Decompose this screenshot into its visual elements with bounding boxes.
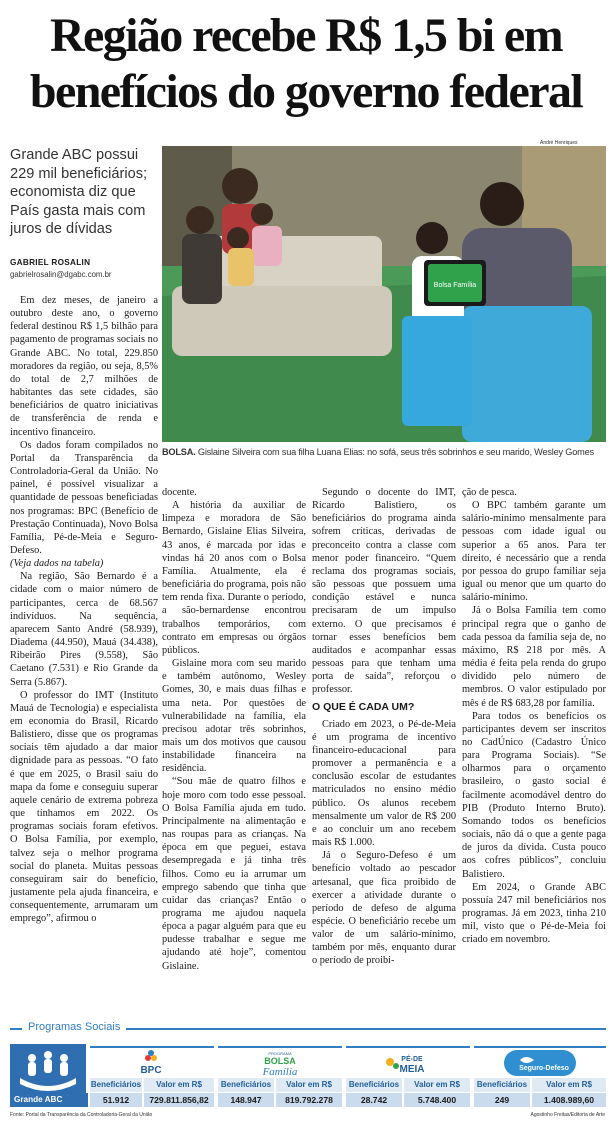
author-email: gabrielrosalin@dgabc.com.br	[10, 270, 112, 279]
phone-screen-text: Bolsa Família	[433, 282, 477, 289]
paragraph: O professor do IMT (Instituto Mauá de Tecnologia) e especialista em economia do Brasil, Ricardo Balistiero, disse que os programas sociais têm ajudado a dar maior dignidade para as pessoas. “O fato é que em 2025, o Brasil saiu do mapa da fome e conseguiu superar aquele cenário de extrema pobreza que tínhamos em 2022. Os programas sociais foram efetivos. O Bolsa Família, por exemplo, talvez seja o melhor programa social do planeta. Muitas pessoas conseguiram sair do benefício, justamente pela ajuda financeira, e consequentemente, arrumaram um emprego”, afirmou o	[10, 689, 158, 925]
bolsa-familia-logo	[218, 1048, 342, 1078]
article-column-2	[162, 486, 306, 973]
table-title: Programas Sociais	[22, 1021, 126, 1033]
subheading: O QUE É CADA UM?	[312, 700, 415, 713]
defeso-valor: 1.408.989,60	[532, 1093, 606, 1107]
programs-table	[10, 1044, 606, 1108]
meia-valor: 5.748.400	[404, 1093, 470, 1107]
paragraph: ção de pesca.	[462, 487, 517, 498]
headline-line-1: Região recebe R$ 1,5 bi em	[49, 9, 563, 62]
photo-illustration	[162, 146, 606, 442]
art-credit: Agostinho Freitas/Editoria de Arte	[530, 1112, 605, 1118]
bolsa-familia-logo-cell	[218, 1046, 342, 1076]
paragraph: A história da auxiliar de limpeza e moradora de São Bernardo, Gislaine Elias Silveira, 43 anos, é marcada por idas e vindas há 20 anos com o Bolsa Família. Atualmente, ela é beneficiária do programa, pois não tem renda fixa. Durante o período, a são-bernardense encontrou trabalhos temporários, com contrato em empresas ou órgãos públicos.	[162, 500, 306, 656]
table-source: Fonte: Portal da Transparência da Controladoria-Geral da União	[10, 1112, 153, 1118]
row-label: Grande ABC	[10, 1093, 88, 1107]
seguro-defeso-logo	[474, 1048, 606, 1078]
seguro-logo-text: Seguro-Defeso	[519, 1065, 569, 1072]
bolsa-logo-mid: BOLSA	[264, 1056, 296, 1066]
bolsa-beneficiarios: 148.947	[218, 1093, 274, 1107]
paragraph: docente.	[162, 487, 197, 498]
bpc-logo-cell	[90, 1046, 214, 1076]
byline: GABRIEL ROSALIN	[10, 258, 91, 267]
header-bpc-beneficiarios: Beneficiários	[90, 1078, 142, 1092]
bpc-logo	[90, 1048, 214, 1078]
bpc-valor: 729.811.856,82	[144, 1093, 214, 1107]
meia-beneficiarios: 28.742	[346, 1093, 402, 1107]
paragraph: Gislaine mora com seu marido e também autônomo, Wesley Gomes, 30, e mais duas filhas e uma neta. Por questões de vulnerabilidade na família, ela precisou adotar três sobrinhos, mais um dos motivos que causou instabilidade financeira na residência.	[162, 658, 306, 775]
article-column-3	[312, 486, 456, 968]
paragraph: Em dez meses, de janeiro a outubro deste ano, o governo federal destinou R$ 1,5 bilhão para pagamento de programas sociais no Grande ABC. No total, 229.850 moradores da região, ou seja, 8,5% do total de 2,7 milhões de habitantes das sete cidades, são beneficiários de quatro iniciativas de transferência de renda e incentivo financeiro.	[10, 295, 158, 438]
paragraph: Na região, São Bernardo é a cidade com o maior número de participantes, cerca de 68.567 indivíduos. Na sequência, aparecem Santo André (58.939), Diadema (44.950), Mauá (34.438), Ribeirão Pires (9.558), São Caetano (7.531) e Rio Grande da Serra (5.867).	[10, 571, 158, 688]
header-bpc-valor: Valor em R$	[144, 1078, 214, 1092]
paragraph: Já o Bolsa Família tem como principal regra que o ganho de cada pessoa da família seja de, no máximo, R$ 218 por mês. A média é feita pela renda do grupo dividido pelo número de membros. O valor estipulado por mês é de R$ 683,28 por família.	[462, 605, 606, 709]
header-bolsa-beneficiarios: Beneficiários	[218, 1078, 274, 1092]
paragraph: Criado em 2023, o Pé-de-Meia é um programa de incentivo financeiro-educacional para promover a permanência e a conclusão escolar de estudantes matriculados no ensino médio público. Os alunos recebem mensalmente um valor de R$ 200 e ao concluir um ano recebem mais R$ 1.000.	[312, 718, 456, 849]
article-photo	[162, 146, 606, 442]
standfirst: Grande ABC possui 229 mil beneficiários; economista diz que País gasta mais com juros de dívidas	[10, 147, 148, 237]
caption-text: Gislaine Silveira com sua filha Luana Elias: no sofá, seus três sobrinhos e seu marido, Wesley Gomes	[197, 447, 594, 457]
header-meia-beneficiarios: Beneficiários	[346, 1078, 402, 1092]
paragraph: “Sou mãe de quatro filhos e hoje moro com todo esse pessoal. O Bolsa Família ajuda em tudo. Principalmente na alimentação e nas roupas para as crianças. Na época em que peguei, estava desempregada e já tinha três filhos. Como eu ia arrumar um emprego sabendo que tinha que cuidar das crianças? Então o programa me ajudou naquela época a pagar alguém para que eu pudesse trabalhar e segue me ajudando até hoje”, comentou Gislaine.	[162, 776, 306, 972]
bpc-beneficiarios: 51.912	[90, 1093, 142, 1107]
article-column-4	[462, 486, 606, 946]
table-reference: (Veja dados na tabela)	[10, 558, 104, 570]
table-title-bar	[10, 1021, 606, 1042]
article-column-1	[10, 294, 158, 926]
paragraph: Segundo o docente do IMT, Ricardo Balistiero, os beneficiários do programa ainda sofrem críticas, derivadas de preconceito contra a classe com menor poder financeiro. “Quem reclama dos programas sociais, são pessoas que possuem uma condição estável e nunca precisaram de um impulso externo. O que precisamos é tornar esses benefícios bem auditados e acompanhar essas pessoas para que tenham uma porta de saída”, reforçou o professor.	[312, 487, 456, 696]
photo-credit: André Henriques	[540, 140, 578, 146]
paragraph: O BPC também garante um salário-mínimo mensalmente para pessoas com idade igual ou superior a 65 anos. Para ter direito, é necessário que a renda por pessoa do grupo familiar seja igual ou menor que um quarto do salário-mínimo.	[462, 500, 606, 604]
headline-line-2: benefícios do governo federal	[29, 65, 583, 118]
seguro-defeso-logo-cell	[474, 1046, 606, 1076]
header-defeso-beneficiarios: Beneficiários	[474, 1078, 530, 1092]
bolsa-logo-top: PROGRAMA	[268, 1051, 292, 1056]
meia-logo-bottom: MEIA	[399, 1064, 425, 1075]
meia-logo-top: PÉ-DE	[401, 1056, 423, 1063]
bolsa-logo-bottom: Família	[262, 1066, 298, 1078]
hands-icon	[10, 1044, 86, 1096]
caption-label: BOLSA.	[162, 447, 196, 457]
paragraph: Em 2024, o Grande ABC possuía 247 mil beneficiários nos programas. Já em 2023, tinha 210 mil, visto que o Pé-de-Meia foi criado em novembro.	[462, 881, 606, 946]
pe-de-meia-logo	[346, 1048, 470, 1078]
defeso-beneficiarios: 249	[474, 1093, 530, 1107]
paragraph: Os dados foram compilados no Portal da Transparência da Controladoria-Geral da União. No painel, é possível visualizar a quantidade de pessoas beneficiadas nos programas: BPC (Benefício de Prestação Continuada), Novo Bolsa Família, Pé-de-Meia e Seguro-Defeso.	[10, 439, 158, 556]
paragraph: Já o Seguro-Defeso é um benefício voltado ao pescador artesanal, que fica proibido de exercer a atividade durante o período de defeso de alguma espécie. O beneficiário recebe um valor de um salário-mínimo, também por mês, enquanto durar o período de proibi-	[312, 850, 456, 967]
headline	[8, 8, 604, 120]
header-meia-valor: Valor em R$	[404, 1078, 470, 1092]
header-bolsa-valor: Valor em R$	[276, 1078, 342, 1092]
pe-de-meia-logo-cell	[346, 1046, 470, 1076]
bpc-logo-text: BPC	[140, 1065, 162, 1076]
photo-caption	[162, 446, 606, 458]
paragraph: Para todos os benefícios os participantes devem ser inscritos no CadÚnico (Cadastro Único para Programa Sociais). “Se olharmos para o orçamento brasileiro, o gasto social é facilmente acomodável dentro do PIB (Produto Interno Bruto). Somando todos os benefícios sociais, não dá o que a gente paga de juros da dívida. Custa pouco aos cofres públicos”, concluiu Balistiero.	[462, 710, 606, 880]
header-defeso-valor: Valor em R$	[532, 1078, 606, 1092]
bolsa-valor: 819.792.278	[276, 1093, 342, 1107]
